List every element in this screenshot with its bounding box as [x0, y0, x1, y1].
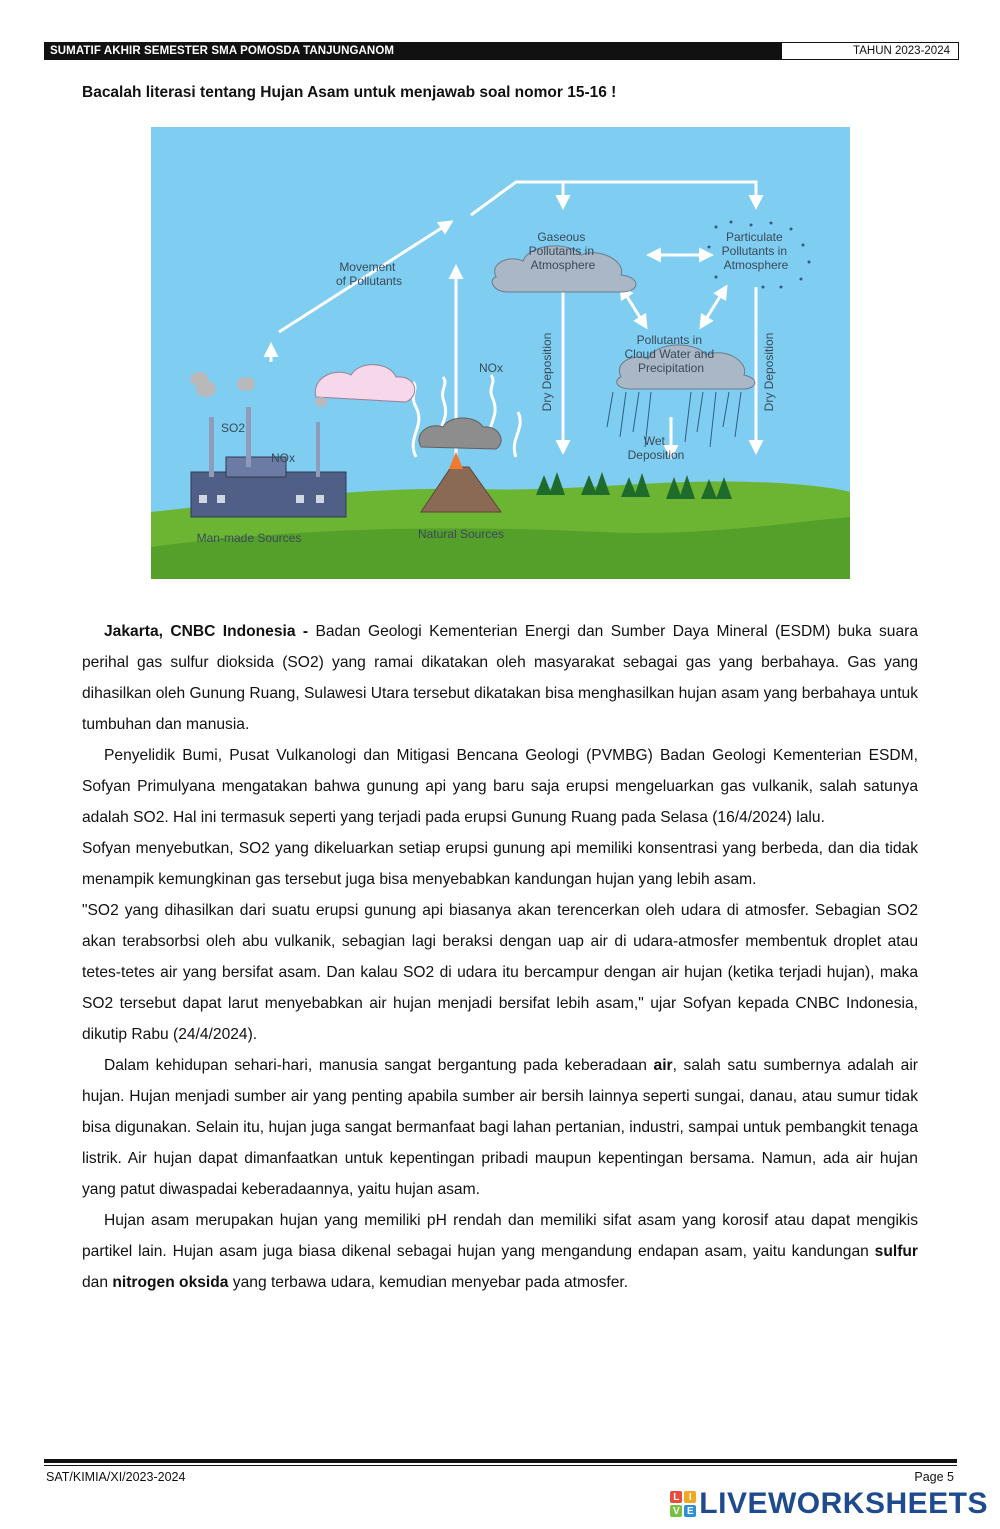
gaseous-label: Gaseous Pollutants in Atmosphere [528, 230, 596, 272]
footer-rule-thick [44, 1459, 957, 1463]
page-header [44, 42, 959, 60]
dry-deposition-label-left: Dry Deposition [540, 332, 554, 412]
natural-label: Natural Sources [417, 527, 505, 541]
nox-factory-label: NOx [271, 451, 295, 465]
liveworksheets-brand[interactable] [670, 1489, 988, 1519]
article-paragraph-6: Hujan asam merupakan hujan yang memiliki pH rendah dan memiliki sifat asam yang korosif atau dapat mengikis partikel lain. Hujan asam juga biasa dikenal sebagai hujan yang mengandung endapan asam, yaitu kandungan sulfur dan nitrogen oksida yang terbawa udara, kemudian menyebar pada atmosfer. [82, 1212, 918, 1291]
article-body [82, 616, 918, 1298]
wet-deposition-label: Wet Deposition [627, 434, 685, 462]
so2-label: SO2 [221, 421, 246, 435]
article-lead: Jakarta, CNBC Indonesia - [104, 623, 309, 640]
dry-deposition-label-right: Dry Deposition [762, 332, 776, 412]
article-paragraph-5: Dalam kehidupan sehari-hari, manusia sangat bergantung pada keberadaan air, salah satu sumbernya adalah air hujan. Hujan menjadi sumber air yang penting apabila sumber air bersih lainnya seperti sungai, danau, atau sumur tidak bisa digunakan. Selain itu, hujan juga sangat bermanfaat bagi lahan pertanian, industri, sampai untuk pembangkit tenaga listrik. Air hujan dapat dimanfaatkan untuk kepentingan pribadi maupun kepentingan bersama. Namun, ada air hujan yang patut diwaspadai keberadaannya, yaitu hujan asam. [82, 1057, 918, 1198]
liveworksheets-wordmark: LIVEWORKSHEETS [699, 1487, 988, 1520]
man-made-label: Man-made Sources [196, 531, 302, 545]
footer-code: SAT/KIMIA/XI/2023-2024 [46, 1470, 186, 1484]
header-year: TAHUN 2023-2024 [781, 42, 959, 60]
article-paragraph-1: Jakarta, CNBC Indonesia - Badan Geologi Kementerian Energi dan Sumber Daya Mineral (ESDM) buka suara perihal gas sulfur dioksida (SO2) yang ramai dikatakan oleh masyarakat sebagai gas yang berbahaya. Gas yang dihasilkan oleh Gunung Ruang, Sulawesi Utara tersebut dikatakan bisa menghasilkan hujan asam yang berbahaya untuk tumbuhan dan manusia. [82, 623, 918, 733]
particulate-label: Particulate Pollutants in Atmosphere [721, 230, 789, 272]
article-paragraph-3: Sofyan menyebutkan, SO2 yang dikeluarkan setiap erupsi gunung api memiliki konsentrasi yang berbeda, dan dia tidak menampik kemungkinan gas tersebut juga bisa menyebabkan kandungan hujan yang lebih asam. [82, 840, 918, 888]
reading-instruction: Bacalah literasi tentang Hujan Asam untuk menjawab soal nomor 15-16 ! [82, 84, 617, 101]
liveworksheets-logo-icon: L I V E [670, 1491, 696, 1517]
cloud-water-label: Pollutants in Cloud Water and Precipitation [624, 333, 715, 375]
article-paragraph-4: "SO2 yang dihasilkan dari suatu erupsi gunung api biasanya akan terencerkan oleh udara di atmosfer. Sebagian SO2 akan terabsorbsi oleh abu vulkanik, sebagian lagi beraksi dengan uap air di udara-atmosfer membentuk droplet atau tetes-tetes air yang bersifat asam. Dan kalau SO2 di udara itu bercampur dengan air hujan (ketika terjadi hujan), maka SO2 tersebut dapat larut menyebabkan air hujan menjadi bersifat lebih asam," ujar Sofyan kepada CNBC Indonesia, dikutip Rabu (24/4/2024). [82, 902, 918, 1043]
nox-center-label: NOx [479, 361, 503, 375]
page-number: Page 5 [914, 1470, 954, 1484]
movement-label: Movement of Pollutants [335, 260, 403, 288]
acid-rain-diagram [151, 127, 850, 579]
footer-rule-thin [44, 1465, 957, 1466]
header-title: SUMATIF AKHIR SEMESTER SMA POMOSDA TANJUNGANOM [44, 42, 781, 60]
article-paragraph-2: Penyelidik Bumi, Pusat Vulkanologi dan Mitigasi Bencana Geologi (PVMBG) Badan Geologi Kementerian ESDM, Sofyan Primulyana mengatakan bahwa gunung api yang baru saja erupsi mengeluarkan gas vulkanik, salah satunya adalah SO2. Hal ini termasuk seperti yang terjadi pada erupsi Gunung Ruang pada Selasa (16/4/2024) lalu. [82, 747, 918, 826]
